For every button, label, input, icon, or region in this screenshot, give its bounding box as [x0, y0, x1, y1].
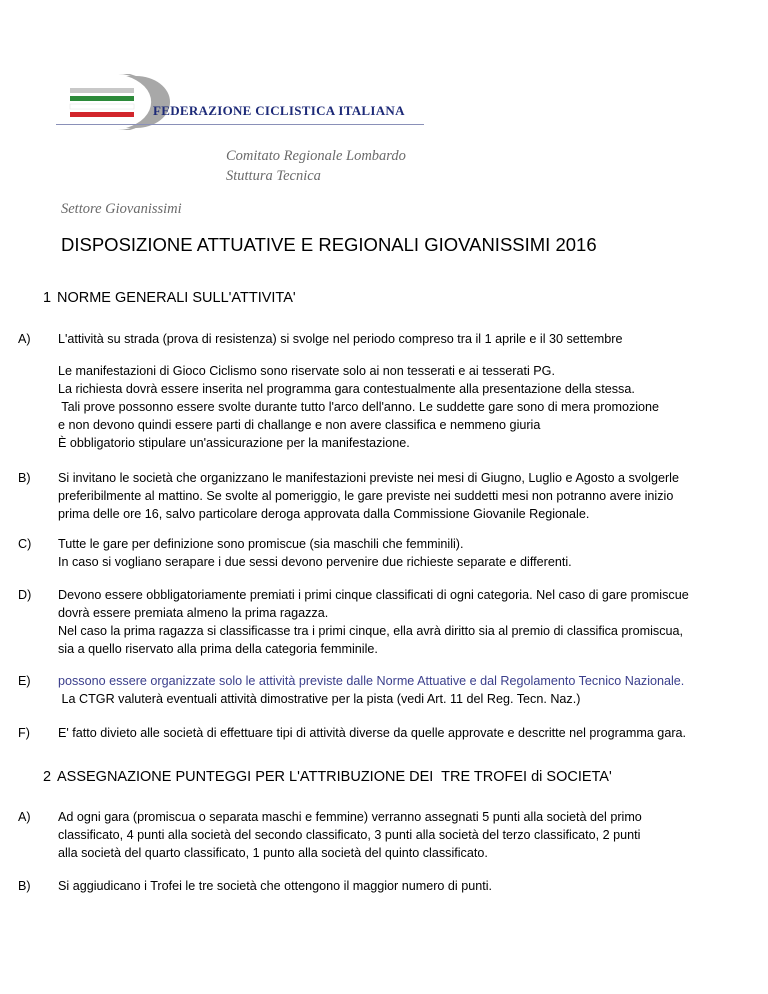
fci-logo [56, 70, 436, 130]
item-line: In caso si vogliano serapare i due sessi devono pervenire due richieste separate e differenti. [58, 555, 572, 569]
list-item-c [18, 535, 572, 571]
item-line: Si invitano le società che organizzano le manifestazioni previste nei mesi di Giugno, Luglio e Agosto a svolgerle [58, 471, 679, 485]
item-line: classificato, 4 punti alla società del secondo classificato, 3 punti alla società del terzo classificato, 2 punti [58, 828, 641, 842]
section-number: 2 [43, 769, 52, 785]
item-line: Nel caso la prima ragazza si classificasse tra i primi cinque, ella avrà diritto sia al premio di classifica promiscua, [58, 624, 684, 638]
section-title: NORME GENERALI SULL'ATTIVITA' [57, 290, 296, 306]
structure-name: Stuttura Tecnica [226, 168, 321, 184]
brand-name: FEDERAZIONE CICLISTICA ITALIANA [153, 103, 405, 118]
item-letter: F) [18, 726, 30, 740]
item-line: Ad ogni gara (promiscua o separata maschi e femmine) verranno assegnati 5 punti alla società del primo [58, 810, 642, 824]
item-line: Devono essere obbligatoriamente premiati i primi cinque classificati di ogni categoria. Nel caso di gare promiscue [58, 588, 689, 602]
item-letter: A) [18, 332, 31, 346]
item-letter: D) [18, 588, 32, 602]
item-letter: B) [18, 471, 31, 485]
list-item-b [18, 877, 492, 895]
item-line: Si aggiudicano i Trofei le tre società che ottengono il maggior numero di punti. [58, 879, 493, 893]
section-heading-1 [43, 290, 296, 306]
item-line: Tali prove possonno essere svolte durante tutto l'arco dell'anno. Le suddette gare sono di mera promozione [58, 400, 660, 414]
item-line: La CTGR valuterà eventuali attività dimostrative per la pista (vedi Art. 11 del Reg. Tecn. Naz.) [58, 692, 581, 706]
section-title: ASSEGNAZIONE PUNTEGGI PER L'ATTRIBUZIONE DEI TRE TROFEI di SOCIETA' [57, 769, 612, 785]
section-number: 1 [43, 290, 52, 306]
item-line: La richiesta dovrà essere inserita nel programma gara contestualmente alla presentazione della stessa. [58, 382, 635, 396]
list-item-a [18, 808, 642, 862]
list-item-d [18, 586, 689, 658]
item-line: possono essere organizzate solo le attività previste dalle Norme Attuative e dal Regolamento Tecnico Nazionale. [58, 674, 685, 688]
item-letter: A) [18, 810, 31, 824]
sector-name: Settore Giovanissimi [61, 201, 182, 217]
item-line: Le manifestazioni di Gioco Ciclismo sono riservate solo ai non tesserati e ai tesserati PG. [58, 364, 555, 378]
item-line: alla società del quarto classificato, 1 punto alla società del quinto classificato. [58, 846, 488, 860]
item-line: Tutte le gare per definizione sono promiscue (sia maschili che femminili). [58, 537, 464, 551]
section-heading-2 [43, 769, 612, 785]
item-line: E' fatto divieto alle società di effettuare tipi di attività diverse da quelle approvate e descritte nel programma gara. [58, 726, 687, 740]
item-letter: C) [18, 537, 32, 551]
item-line: È obbligatorio stipulare un'assicurazione per la manifestazione. [58, 436, 410, 450]
item-letter: B) [18, 879, 31, 893]
item-line: prima delle ore 16, salvo particolare deroga approvata dalla Commissione Giovanile Regionale. [58, 507, 590, 521]
list-item-f [18, 724, 686, 742]
item-line: L'attività su strada (prova di resistenza) si svolge nel periodo compreso tra il 1 aprile e il 30 settembre [58, 332, 623, 346]
committee-name: Comitato Regionale Lombardo [226, 148, 406, 164]
list-item-e [18, 672, 684, 708]
item-line: preferibilmente al mattino. Se svolte al pomeriggio, le gare previste nei suddetti mesi non potranno avere inizio [58, 489, 674, 503]
item-line: sia a quello riservato alla prima della categoria femminile. [58, 642, 378, 656]
item-letter: E) [18, 674, 31, 688]
page-title: DISPOSIZIONE ATTUATIVE E REGIONALI GIOVANISSIMI 2016 [61, 234, 597, 255]
list-item-a [18, 330, 659, 452]
item-line: dovrà essere premiata almeno la prima ragazza. [58, 606, 329, 620]
header-rule [56, 124, 424, 125]
list-item-b [18, 469, 679, 523]
item-line: e non devono quindi essere parti di challange e non avere classifica e nemmeno giuria [58, 418, 541, 432]
